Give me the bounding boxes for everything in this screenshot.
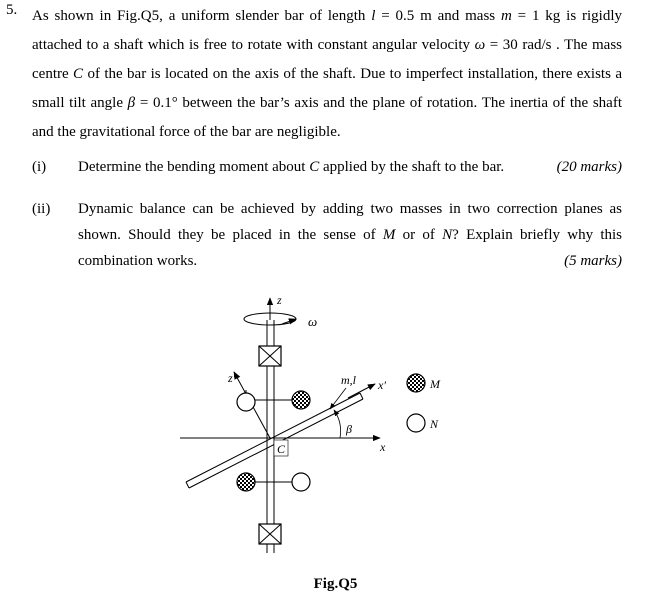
intro-text: = 0.1° between the bar’s axis and the plane of rotation. The inertia of the shaft and the gravitational force of the bar are negligible.	[32, 95, 622, 140]
intro-text: = 0.5 m and mass	[375, 8, 501, 24]
lower-mass-M	[237, 473, 255, 491]
figure-diagram	[170, 288, 500, 558]
beta-arc	[334, 410, 341, 438]
label-C: C	[277, 442, 286, 456]
figure-caption: Fig.Q5	[313, 576, 358, 592]
symbol-N: N	[442, 227, 453, 243]
label-z-prime: z′	[228, 371, 236, 385]
intro-text: = 1 kg is rigidly attached to a shaft which is free to rotate with constant angular velocity	[32, 8, 622, 53]
question-intro	[32, 2, 622, 147]
part-label: (ii)	[32, 201, 51, 217]
part-ii	[32, 196, 622, 276]
part-text	[78, 154, 622, 180]
symbol-beta: β	[127, 95, 136, 111]
upper-mass-N	[237, 393, 255, 411]
upper-mass-M	[292, 391, 310, 409]
symbol-C: C	[309, 159, 320, 175]
intro-text: of the bar is located on the axis of the shaft. Due to imperfect installation, there exists a small tilt angle	[32, 66, 622, 111]
part-label: (i)	[32, 159, 47, 175]
marks-label: (20 marks)	[556, 159, 622, 175]
label-z: z	[277, 293, 282, 307]
legend-M-label: M	[430, 377, 440, 391]
label-bar: m,l	[341, 373, 356, 387]
lower-mass-N	[292, 473, 310, 491]
part-text-segment: Dynamic balance can be achieved by adding two masses in two correction planes as shown. Should they be placed in the sense of	[78, 201, 622, 243]
symbol-M: M	[382, 227, 396, 243]
question-number: 5.	[6, 2, 18, 18]
label-x-prime: x′	[378, 378, 386, 392]
legend-N-label: N	[430, 417, 439, 431]
part-text	[78, 196, 622, 274]
label-x: x	[380, 440, 386, 454]
part-text-segment: ? Explain briefly why this combination works.	[78, 227, 623, 269]
bar-label-pointer	[330, 388, 346, 409]
intro-text: = 30 rad/s . The mass centre	[32, 37, 622, 82]
label-beta: β	[346, 422, 352, 436]
part-i	[32, 154, 622, 180]
bar-end-left	[186, 482, 189, 488]
part-text-segment: applied by the shaft to the bar.	[319, 159, 505, 175]
legend-M-symbol	[407, 374, 425, 392]
intro-text: As shown in Fig.Q5, a uniform slender bar of length	[32, 8, 372, 24]
bar-end-right	[360, 393, 363, 399]
part-text-segment: Determine the bending moment about	[78, 159, 310, 175]
label-omega: ω	[308, 314, 318, 329]
symbol-l: l	[371, 8, 376, 24]
marks-label: (5 marks)	[564, 253, 622, 269]
part-text-segment: or of	[395, 227, 443, 243]
symbol-omega: ω	[474, 37, 486, 53]
symbol-C: C	[73, 66, 84, 82]
legend-N-symbol	[407, 414, 425, 432]
symbol-m: m	[500, 8, 512, 24]
